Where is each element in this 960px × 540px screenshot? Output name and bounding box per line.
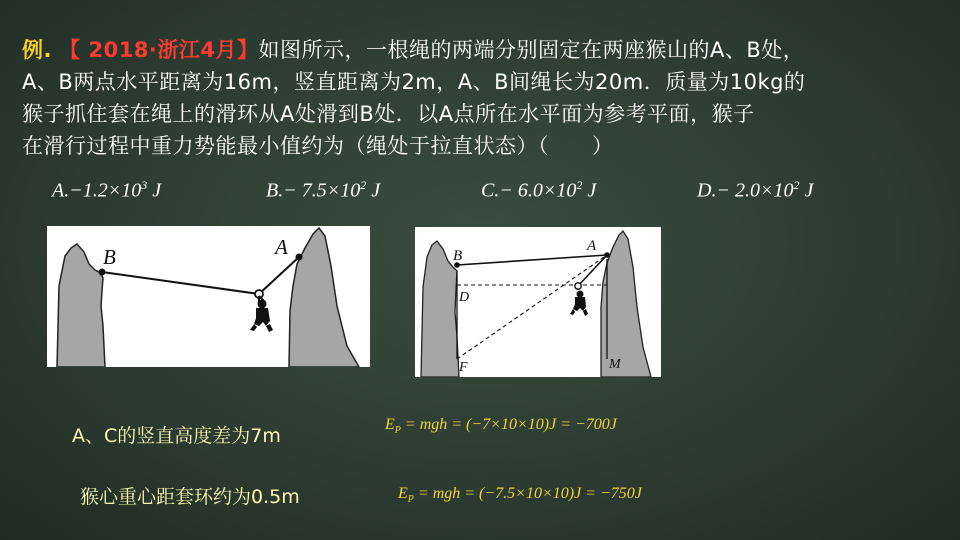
label-a-2: A bbox=[587, 238, 597, 254]
option-d-value: − 2.0×10 bbox=[716, 179, 794, 202]
example-dot: . bbox=[43, 38, 52, 62]
problem-line-3: 猴子抓住套在绳上的滑环从A处滑到B处．以A点所在水平面为参考平面，猴子 bbox=[22, 102, 755, 126]
formula-700 bbox=[385, 416, 617, 436]
label-a: A bbox=[275, 235, 288, 259]
source-tag: 【 2018·浙江4月】 bbox=[59, 38, 259, 62]
figure-1-diagram bbox=[47, 226, 370, 367]
option-c-unit: J bbox=[582, 179, 597, 202]
label-d: D bbox=[459, 290, 470, 305]
option-a-value: −1.2×10 bbox=[69, 179, 142, 202]
example-label: 例 bbox=[22, 38, 44, 62]
formula-750-rhs: = mgh = (−7.5×10×10)J = −750J bbox=[413, 485, 642, 502]
formula-750 bbox=[398, 485, 642, 505]
label-b: B bbox=[103, 245, 116, 269]
option-b[interactable] bbox=[266, 178, 380, 203]
formula-700-lhs: E bbox=[385, 416, 395, 433]
point-a-2 bbox=[604, 252, 610, 258]
option-b-prefix: B. bbox=[266, 179, 284, 202]
option-d-exp: 2 bbox=[793, 178, 800, 192]
problem-line-2: A、B两点水平距离为16m，竖直距离为2m，A、B间绳长为20m．质量为10kg的 bbox=[22, 70, 806, 94]
formula-750-lhs: E bbox=[398, 485, 408, 502]
rope-b-to-ring bbox=[102, 272, 259, 294]
slide-ring-2 bbox=[575, 283, 581, 289]
figure-2-diagram bbox=[415, 227, 661, 377]
monkey-icon bbox=[250, 296, 273, 332]
problem-line-4: 在滑行过程中重力势能最小值约为（绳处于拉直状态）（ ） bbox=[22, 134, 614, 158]
option-c-prefix: C. bbox=[481, 179, 500, 202]
label-m: M bbox=[609, 357, 621, 372]
point-b bbox=[99, 269, 106, 276]
option-c[interactable] bbox=[481, 178, 596, 203]
option-a-exp: 3 bbox=[141, 178, 148, 192]
answer-options bbox=[0, 172, 960, 208]
option-b-unit: J bbox=[366, 179, 381, 202]
option-d[interactable] bbox=[697, 178, 813, 203]
label-f: F bbox=[459, 360, 468, 375]
option-d-prefix: D. bbox=[697, 179, 717, 202]
note-height-diff: A、C的竖直高度差为7m bbox=[72, 425, 281, 447]
problem-text bbox=[22, 34, 942, 162]
point-a bbox=[296, 254, 303, 261]
option-c-value: − 6.0×10 bbox=[499, 179, 577, 202]
note-center-dist: 猴心重心距套环约为0.5m bbox=[80, 486, 300, 508]
rope-b-to-a bbox=[457, 255, 607, 265]
option-d-unit: J bbox=[799, 179, 814, 202]
problem-line-1-text: 如图所示，一根绳的两端分别固定在两座猴山的A、B处， bbox=[258, 38, 805, 62]
problem-line-1 bbox=[22, 34, 942, 66]
figure-2-panel bbox=[415, 227, 661, 377]
option-a[interactable] bbox=[52, 178, 161, 203]
label-b-2: B bbox=[453, 248, 463, 264]
monkey-icon-2 bbox=[570, 291, 588, 317]
option-b-value: − 7.5×10 bbox=[283, 179, 361, 202]
right-mountain bbox=[289, 228, 359, 367]
option-c-exp: 2 bbox=[576, 178, 583, 192]
left-mountain bbox=[57, 244, 105, 367]
formula-700-sub: P bbox=[394, 425, 401, 437]
option-a-unit: J bbox=[147, 179, 162, 202]
option-b-exp: 2 bbox=[360, 178, 367, 192]
figure-1-panel bbox=[47, 226, 370, 367]
formula-700-rhs: = mgh = (−7×10×10)J = −700J bbox=[400, 416, 617, 433]
formula-750-sub: P bbox=[407, 494, 414, 506]
option-a-prefix: A. bbox=[52, 179, 70, 202]
